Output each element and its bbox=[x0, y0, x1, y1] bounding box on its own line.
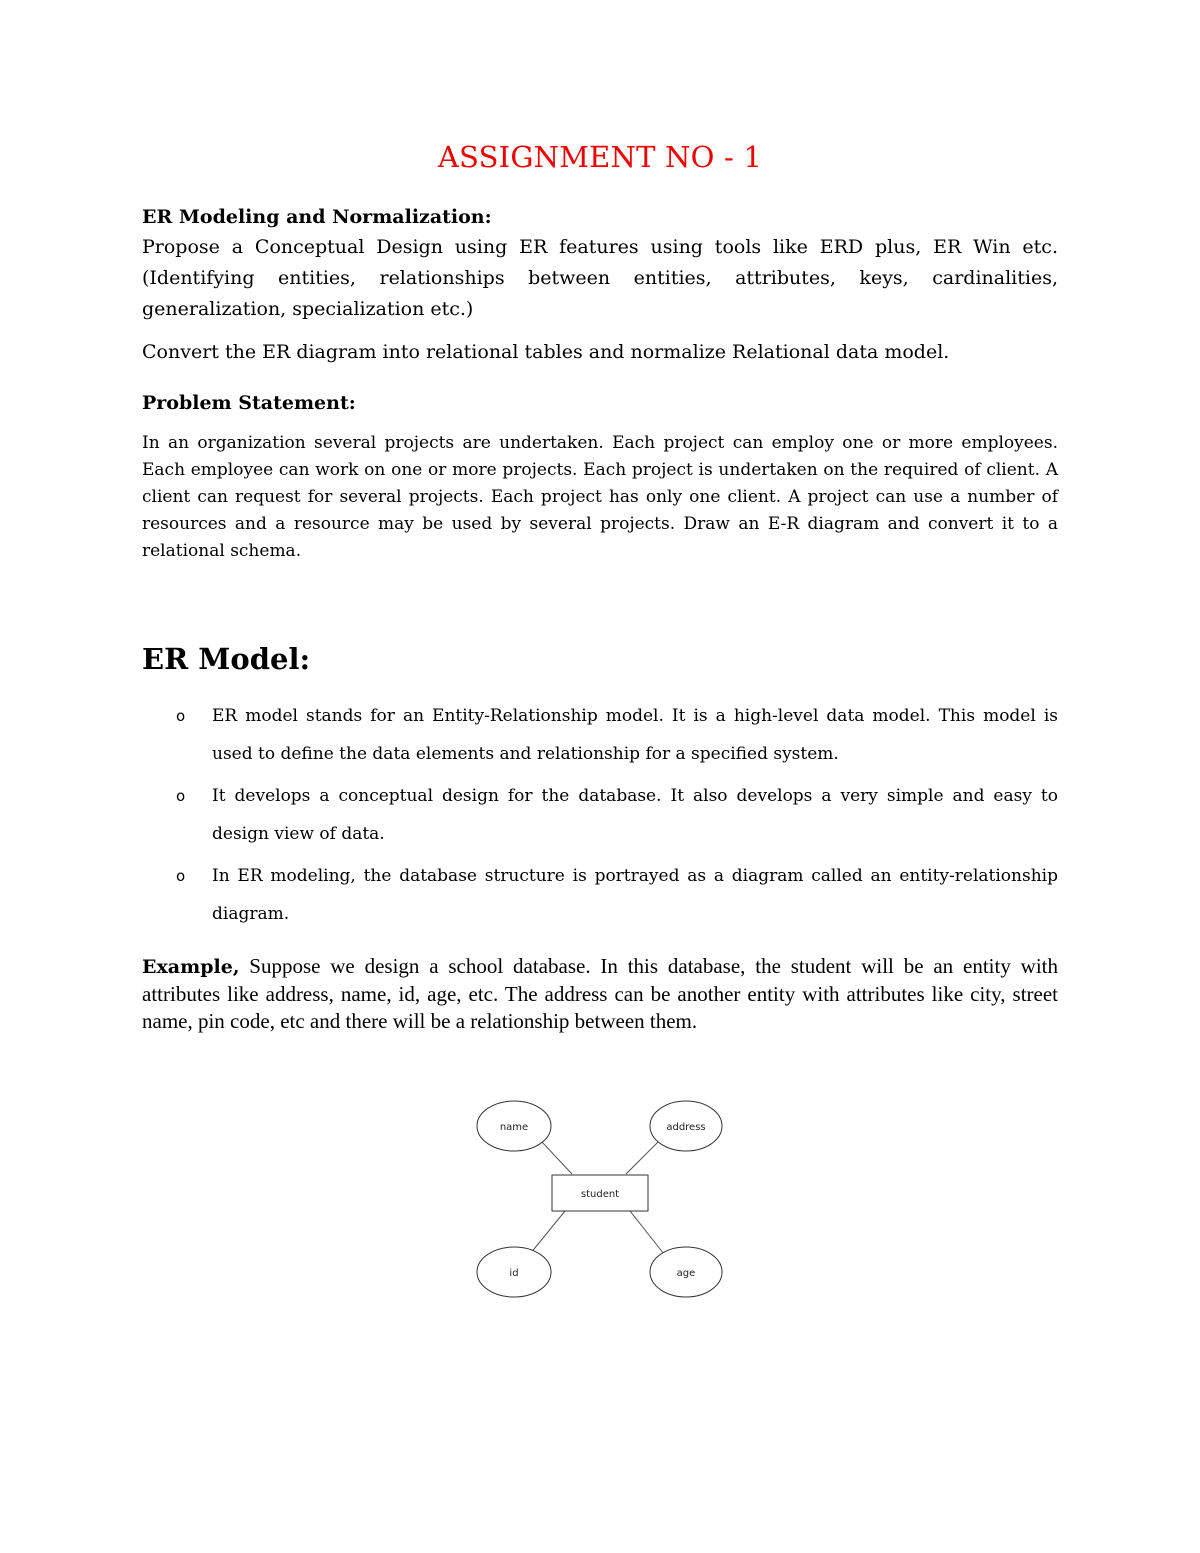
example-label: Example, bbox=[142, 956, 240, 978]
bullet-marker: o bbox=[176, 707, 186, 725]
attribute-label: address bbox=[666, 1122, 706, 1133]
attribute-label: id bbox=[509, 1268, 519, 1279]
connector-line bbox=[626, 1142, 658, 1174]
bullet-marker: o bbox=[176, 867, 186, 885]
assignment-title: ASSIGNMENT NO - 1 bbox=[437, 140, 763, 174]
list-item bbox=[142, 697, 1058, 773]
connector-line bbox=[542, 1142, 572, 1174]
list-item bbox=[142, 777, 1058, 853]
er-model-bullets bbox=[142, 697, 1058, 937]
convert-text: Convert the ER diagram into relational tables and normalize Relational data model. bbox=[142, 341, 950, 363]
intro-text: Propose a Conceptual Design using ER features using tools like ERD plus, ER Win etc. (Identifying entities, relationships between entities, attributes, keys, cardinalities, generalization, specialization etc.) bbox=[142, 236, 1058, 320]
bullet-text: In ER modeling, the database structure is portrayed as a diagram called an entity-relationship diagram. bbox=[212, 866, 1058, 924]
er-diagram bbox=[470, 1098, 730, 1298]
connector-line bbox=[630, 1211, 664, 1254]
example-paragraph bbox=[142, 953, 1058, 1035]
attribute-label: name bbox=[499, 1122, 529, 1133]
bullet-marker: o bbox=[176, 787, 186, 805]
problem-section bbox=[142, 392, 1058, 565]
entity-label: student bbox=[580, 1189, 620, 1200]
intro-heading: ER Modeling and Normalization: bbox=[142, 206, 492, 228]
bullet-text: ER model stands for an Entity-Relationship model. It is a high-level data model. This model is used to define the data elements and relationship for a specified system. bbox=[212, 706, 1058, 764]
er-model-heading: ER Model: bbox=[142, 642, 311, 676]
er-diagram-svg bbox=[470, 1098, 730, 1298]
bullet-text: It develops a conceptual design for the database. It also develops a very simple and easy to design view of data. bbox=[212, 786, 1058, 844]
example-text: Suppose we design a school database. In this database, the student will be an entity with attributes like address, name, id, age, etc. The address can be another entity with attributes like city, street name, pin code, etc and there will be a relationship between them. bbox=[142, 954, 1058, 1033]
connector-line bbox=[530, 1211, 565, 1254]
problem-text: In an organization several projects are undertaken. Each project can employ one or more employees. Each employee can work on one or more projects. Each project is undertaken on the required of client. A client can request for several projects. Each project has only one client. A project can use a number of resources and a resource may be used by several projects. Draw an E-R diagram and convert it to a relational schema. bbox=[142, 433, 1058, 561]
list-item bbox=[142, 857, 1058, 933]
attribute-label: age bbox=[676, 1268, 696, 1279]
example-section bbox=[142, 953, 1058, 1035]
intro-section bbox=[142, 206, 1058, 368]
er-model-section bbox=[142, 642, 1058, 676]
problem-heading: Problem Statement: bbox=[142, 392, 356, 414]
